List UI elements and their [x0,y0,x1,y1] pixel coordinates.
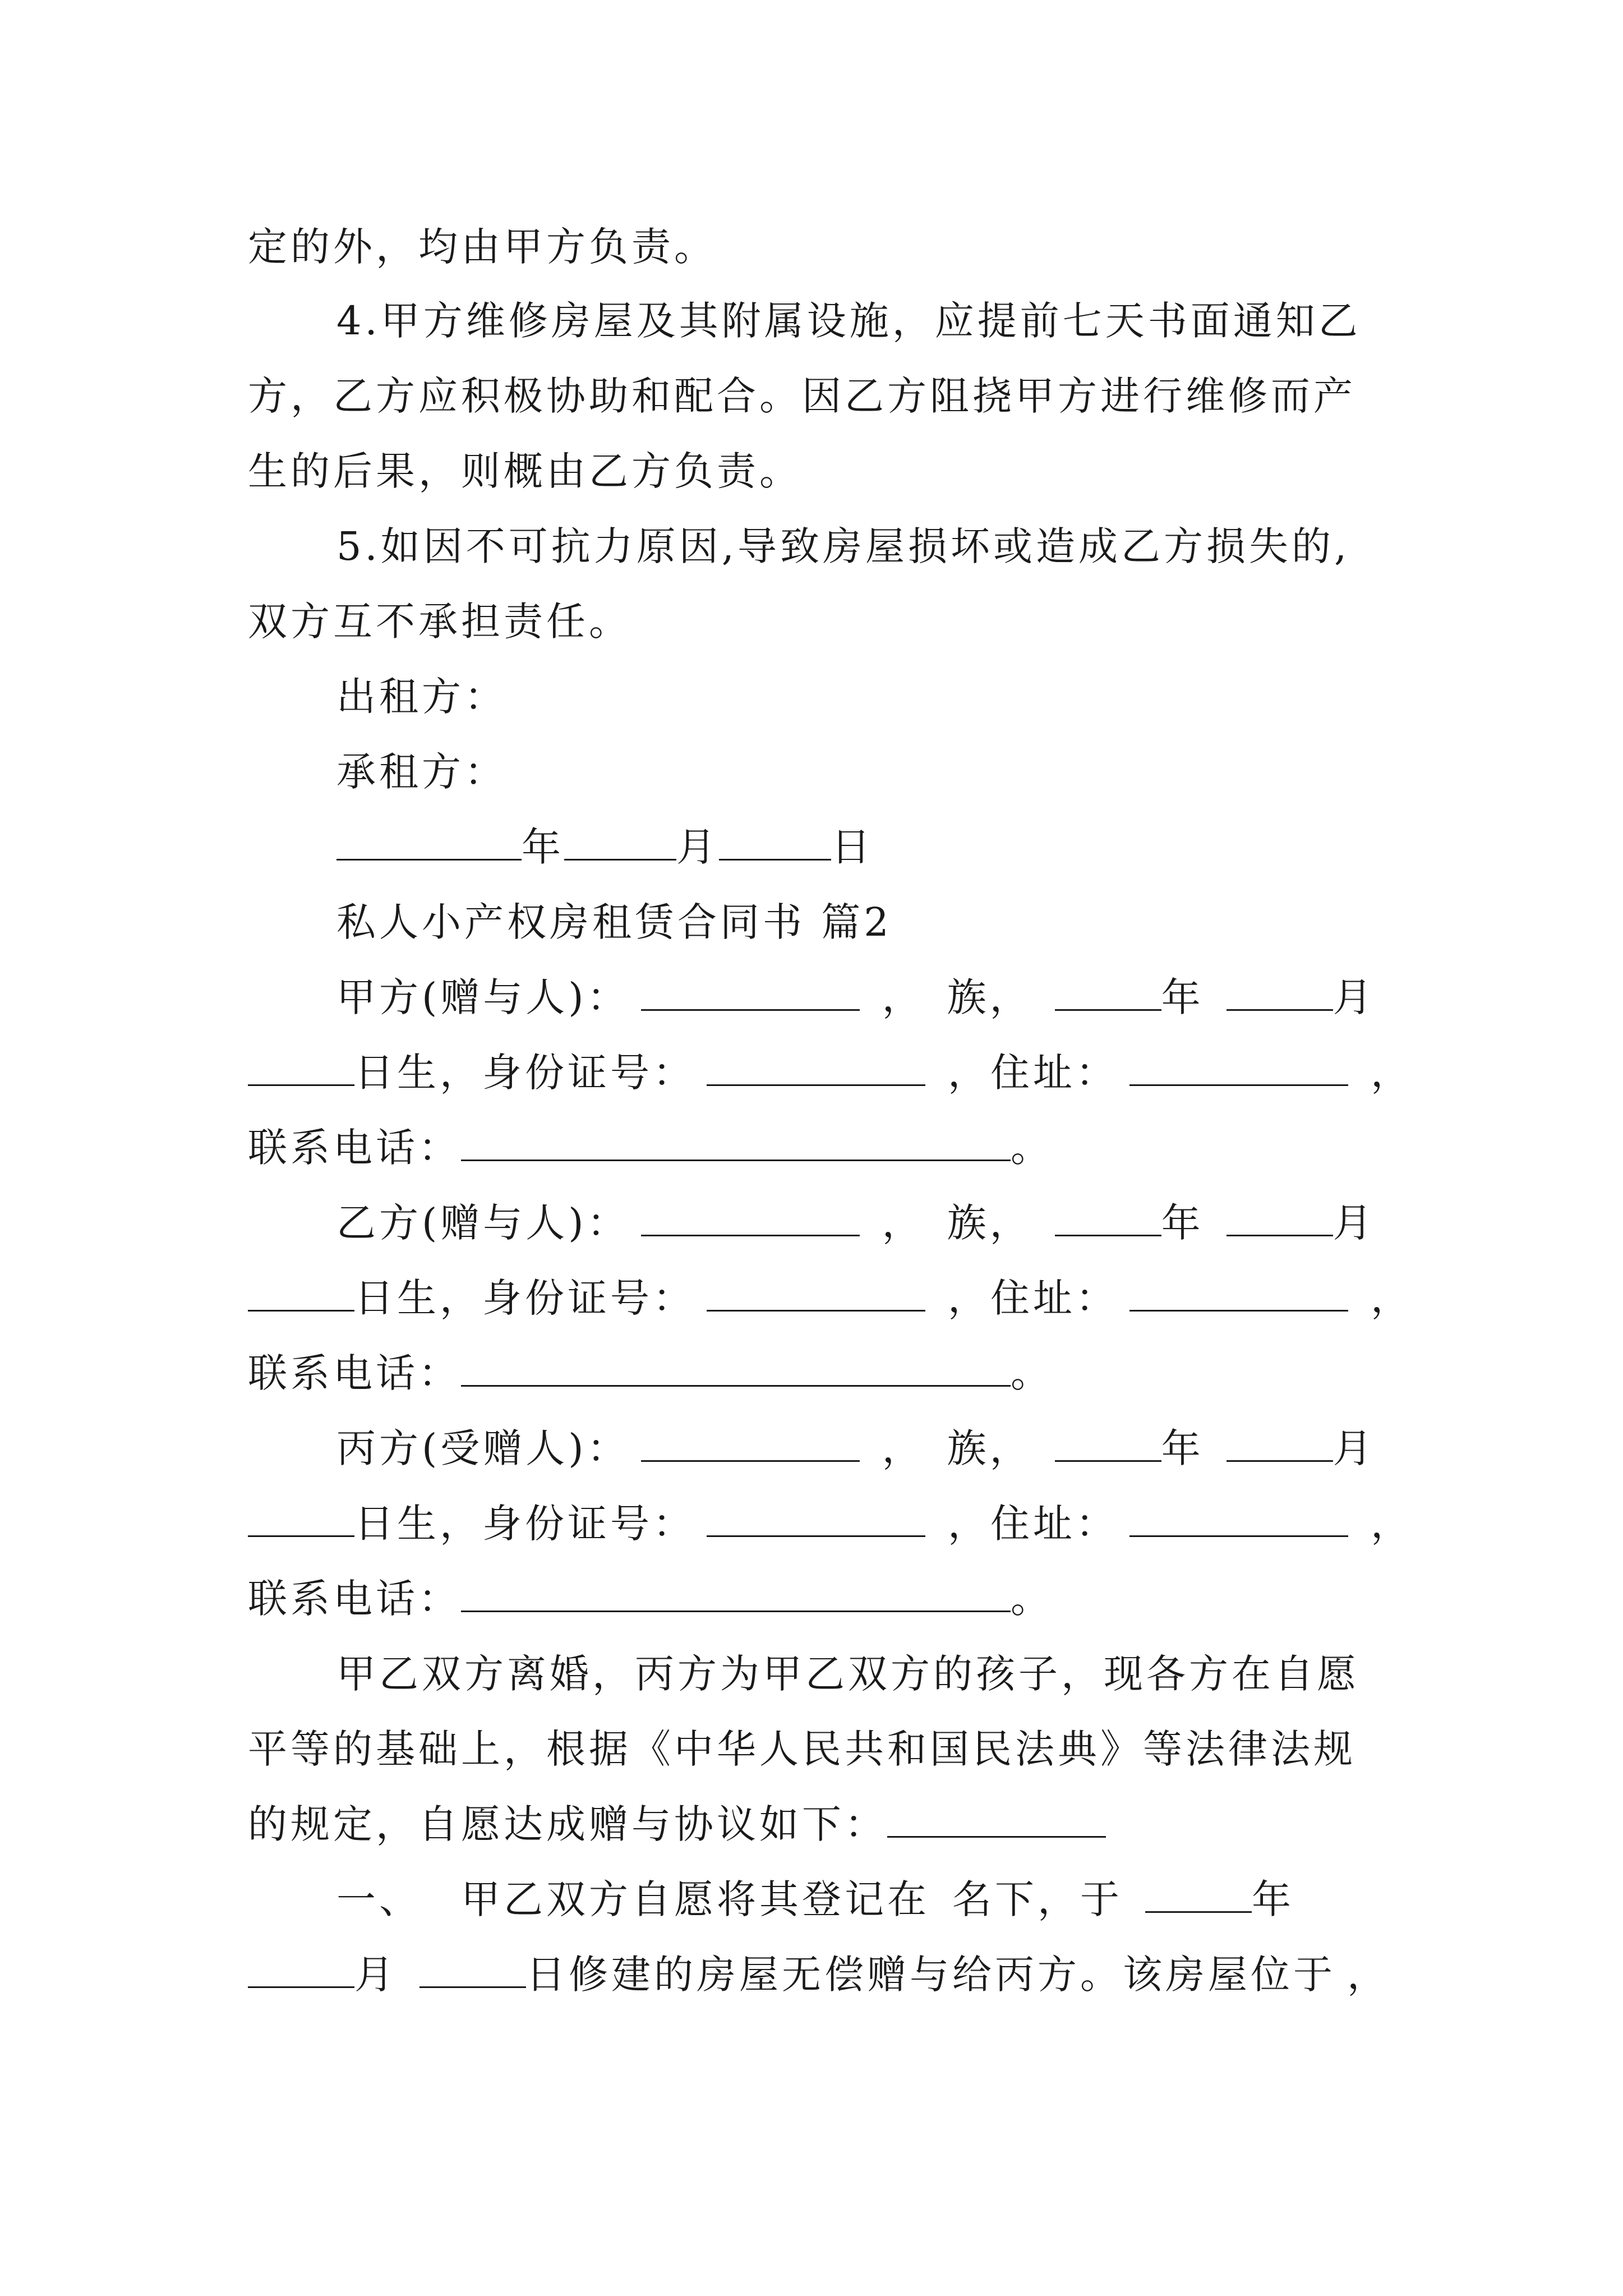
month-blank [1227,1200,1333,1236]
name-blank [641,974,860,1011]
text: 甲乙双方离婚，丙方为甲乙双方的孩子，现各方在自愿 [336,1651,1359,1697]
punct: ， [1371,1275,1413,1321]
year-blank [1145,1876,1252,1913]
party-c-line1 [336,1420,1392,1476]
text: 4.甲方维修房屋及其附属设施，应提前七天书面通知乙 [336,298,1361,344]
lessor-label: 出租方： [336,674,507,720]
address-blank [1129,1050,1348,1086]
text-line [336,1646,1392,1702]
id-label: 日生，身份证号： [354,1275,695,1321]
month-label: 月 [354,1952,397,1998]
address-label: ，住址： [948,1050,1118,1096]
section-heading [336,894,1392,950]
address-label: ，住址： [948,1501,1118,1547]
phone-label: 联系电话： [248,1350,461,1396]
text: 甲乙双方自愿将其登记在 [461,1876,930,1922]
month-label: 月 [1332,974,1376,1020]
month-label: 月 [1332,1200,1376,1246]
text: 平等的基础上，根据《中华人民共和国民法典》等法律法规 [248,1726,1356,1772]
ethnic-label: 族， [947,1425,1032,1471]
address-blank [1129,1275,1348,1312]
day-blank [719,824,831,861]
address-label: ，住址： [948,1275,1118,1321]
party-a-line3 [248,1120,1392,1176]
text: 日修建的房屋无偿赠与给丙方。该房屋位于 [526,1952,1336,1998]
year-label: 年 [1161,1200,1204,1246]
clause-one-line2 [248,1947,1392,2003]
clause-one-line1 [336,1871,1392,1927]
party-c-line3 [248,1571,1392,1627]
party-a-line1 [336,969,1392,1025]
date-line [336,819,1392,875]
text-line [248,443,1392,499]
punct: 。 [1011,1125,1053,1171]
text: 的规定，自愿达成赠与协议如下： [248,1801,887,1847]
year-label: 年 [1161,974,1204,1020]
blank [887,1801,1106,1838]
month-blank [1227,974,1333,1011]
punct: 。 [1011,1350,1053,1396]
text-line [248,593,1392,650]
month-blank [1227,1425,1333,1462]
punct: ， [1347,1952,1390,1998]
month-label: 月 [1332,1425,1376,1471]
day-blank [248,1050,354,1086]
punct: ， [882,1425,925,1471]
name-blank [641,1425,860,1462]
year-label: 年 [1161,1425,1204,1471]
phone-blank [461,1125,1011,1161]
clause-number: 一、 [336,1876,422,1922]
heading-text: 私人小产权房租赁合同书 篇2 [336,899,892,945]
day-blank [419,1952,526,1988]
party-c-line2 [248,1496,1413,1552]
text-line [336,518,1392,574]
party-b-line2 [248,1270,1413,1326]
ethnic-label: 族， [947,974,1032,1020]
party-b-label: 乙方(赠与人)： [336,1200,630,1246]
party-c-label: 丙方(受赠人)： [336,1425,630,1471]
year-blank [1055,974,1161,1011]
day-label: 日 [831,824,874,870]
id-blank [707,1501,925,1537]
text-line [248,219,1392,275]
phone-blank [461,1350,1011,1387]
year-blank [1055,1425,1161,1462]
day-blank [248,1501,354,1537]
text: 方，乙方应积极协助和配合。因乙方阻挠甲方进行维修而产 [248,373,1356,419]
text-line [248,1796,1392,1852]
id-label: 日生，身份证号： [354,1501,695,1547]
month-blank [248,1952,354,1988]
text: 生的后果，则概由乙方负责。 [248,448,802,494]
punct: ， [882,974,925,1020]
lessee-signature-line [336,744,1392,800]
party-a-label: 甲方(赠与人)： [336,974,630,1020]
year-label: 年 [522,824,564,870]
lessor-signature-line [336,669,1392,725]
year-label: 年 [1252,1876,1294,1922]
year-blank [1055,1200,1161,1236]
punct: ， [1371,1050,1413,1096]
text-line [248,368,1392,424]
punct: 。 [1011,1576,1053,1622]
punct: ， [882,1200,925,1246]
text: 5.如因不可抗力原因,导致房屋损坏或造成乙方损失的, [336,523,1350,569]
id-blank [707,1275,925,1312]
year-blank [336,824,522,861]
text: 双方互不承担责任。 [248,599,631,645]
text-line [336,293,1392,349]
month-label: 月 [676,824,719,870]
lessee-label: 承租方： [336,749,507,795]
month-blank [564,824,676,861]
party-b-line1 [336,1195,1392,1251]
party-b-line3 [248,1345,1392,1401]
phone-blank [461,1576,1011,1612]
party-a-line2 [248,1045,1413,1101]
phone-label: 联系电话： [248,1576,461,1622]
text: 定的外，均由甲方负责。 [248,224,717,270]
text-line [248,1721,1392,1777]
id-blank [707,1050,925,1086]
id-label: 日生，身份证号： [354,1050,695,1096]
day-blank [248,1275,354,1312]
name-blank [641,1200,860,1236]
text: 名下，于 [952,1876,1123,1922]
address-blank [1129,1501,1348,1537]
ethnic-label: 族， [947,1200,1032,1246]
phone-label: 联系电话： [248,1125,461,1171]
punct: ， [1371,1501,1413,1547]
